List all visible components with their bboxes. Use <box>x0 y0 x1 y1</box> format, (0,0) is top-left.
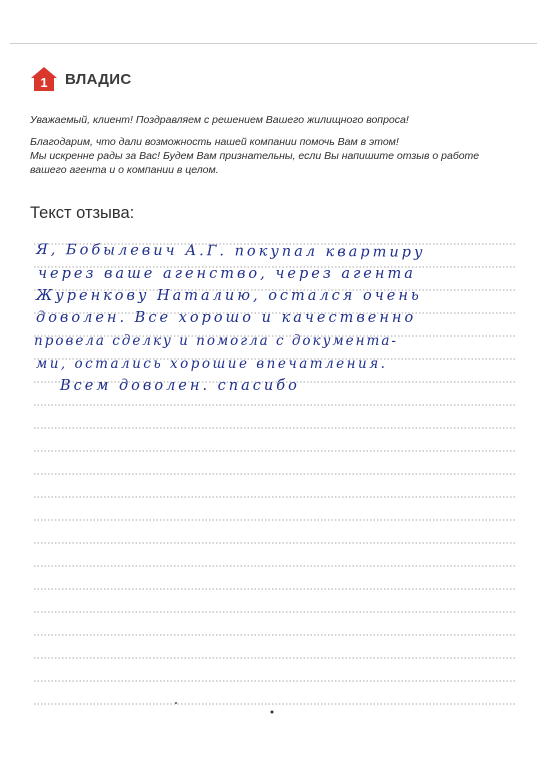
review-heading: Текст отзыва: <box>30 204 135 222</box>
handwritten-line: ми, остались хорошие впечатления. <box>36 356 388 372</box>
logo-number: 1 <box>40 75 48 90</box>
request-text-continued: вашего агента и о компании в целом. <box>30 164 219 176</box>
handwritten-line: Журенкову Наталию, остался очень <box>36 288 422 304</box>
handwritten-line: провела сделку и помогла с документа- <box>34 333 398 349</box>
handwritten-line: через ваше агенство, через агента <box>38 266 416 282</box>
handwritten-line: Я, Бобылевич А.Г. покупал квартиру <box>35 242 426 261</box>
thanks-text: Благодарим, что дали возможность нашей компании помочь Вам в этом! <box>30 136 399 148</box>
handwritten-line: Всем доволен. спасибо <box>60 378 300 394</box>
handwritten-line: доволен. Все хорошо и качественно <box>36 310 417 326</box>
request-text: Мы искренне рады за Вас! Будем Вам признательны, если Вы напишите отзыв о работе <box>30 150 480 162</box>
greeting-text: Уважаемый, клиент! Поздравляем с решением Вашего жилищного вопроса! <box>30 114 409 126</box>
brand-name: ВЛАДИС <box>65 70 132 88</box>
